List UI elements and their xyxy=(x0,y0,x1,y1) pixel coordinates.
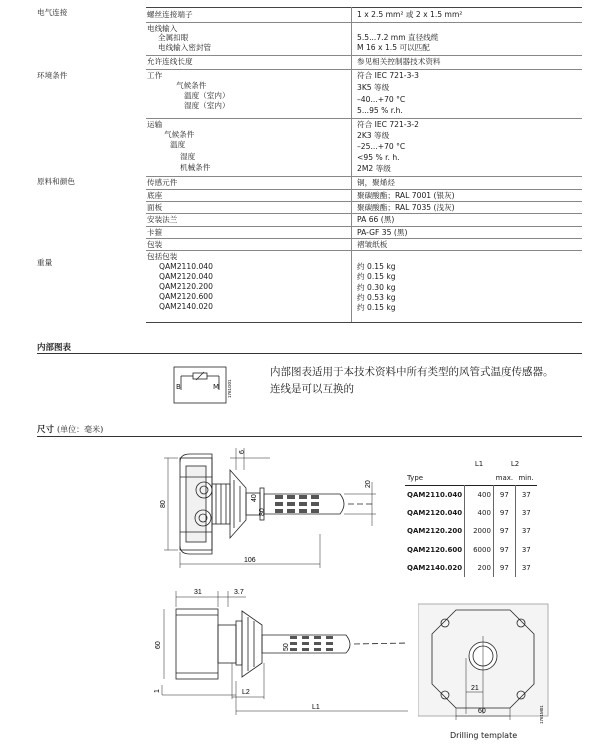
l1-cell: 400 xyxy=(465,486,494,505)
spec-label: 湿度 xyxy=(180,152,196,161)
spec-label: QAM2110.040 xyxy=(159,262,213,271)
spec-value: 约 0.30 kg xyxy=(357,283,396,292)
spec-value: 约 0.15 kg xyxy=(357,272,396,281)
spec-label: 面板 xyxy=(147,203,163,212)
table-row xyxy=(405,504,537,522)
spec-label: 包括包装 xyxy=(147,252,178,261)
spec-label: 气候条件 xyxy=(164,130,195,139)
table-row xyxy=(405,559,537,577)
spec-value: 1 x 2.5 mm² 或 2 x 1.5 mm² xyxy=(357,10,463,19)
spec-label: 传感元件 xyxy=(147,178,178,187)
spec-label: 温度 xyxy=(170,140,186,149)
spec-value: 参见相关控制器技术资料 xyxy=(357,57,441,66)
type-table xyxy=(405,457,537,577)
min-cell: 37 xyxy=(515,559,536,577)
dim-label: 31 xyxy=(194,589,202,596)
col-header-max: max. xyxy=(495,474,514,482)
category-materials: 原料和颜色 xyxy=(37,177,75,186)
terminal-b-label: B xyxy=(176,383,181,391)
terminal-m-label: M xyxy=(213,383,220,391)
dimensions-heading-unit: (单位：毫米) xyxy=(56,425,104,434)
spec-value: 聚碳酸酯；RAL 7001 (银灰) xyxy=(357,191,455,200)
table-row xyxy=(405,541,537,559)
wiring-diagram xyxy=(173,366,239,404)
max-cell: 97 xyxy=(493,541,515,559)
spec-label: QAM2140.020 xyxy=(159,302,213,311)
dimensions-heading xyxy=(37,423,103,435)
spec-label: 全属扣眼 xyxy=(158,33,189,42)
spec-rule xyxy=(146,322,582,323)
spec-value: 符合 IEC 721-3-3 xyxy=(357,71,419,80)
type-cell: QAM2120.600 xyxy=(407,545,463,554)
spec-rule xyxy=(146,250,582,251)
l1-cell: 2000 xyxy=(465,522,494,540)
dim-label: 60 xyxy=(478,708,486,715)
internal-description-line2: 连线是可以互换的 xyxy=(270,383,354,395)
spec-label: 湿度（室内） xyxy=(184,101,230,110)
category-weight: 重量 xyxy=(37,258,53,267)
dim-label: 106 xyxy=(244,557,256,564)
wiring-svg xyxy=(173,366,239,404)
spec-label: 气候条件 xyxy=(176,81,207,90)
l1-cell: 6000 xyxy=(465,541,494,559)
col-header-min: min. xyxy=(518,474,534,482)
spec-label: 温度（室内） xyxy=(184,91,230,100)
spec-value: 5.5...7.2 mm 直径线缆 xyxy=(357,33,439,42)
spec-label: 底座 xyxy=(147,191,163,200)
category-electrical: 电气连接 xyxy=(37,8,68,17)
min-cell: 37 xyxy=(515,504,536,522)
spec-label: 包装 xyxy=(147,240,163,249)
drilling-template-drawing xyxy=(418,596,568,746)
spec-value: 3K5 等级 xyxy=(357,83,390,92)
dim-label: 50 xyxy=(283,643,290,651)
internal-diagram-heading: 内部图表 xyxy=(37,343,72,353)
spec-label: 工作 xyxy=(147,71,163,80)
dim-label: 60 xyxy=(155,641,162,649)
spec-value: 约 0.15 kg xyxy=(357,262,396,271)
spec-label: 机械条件 xyxy=(180,163,211,172)
spec-rule xyxy=(146,226,582,227)
spec-value: 符合 IEC 721-3-2 xyxy=(357,120,419,129)
dim-label: 80 xyxy=(160,500,167,508)
max-cell: 97 xyxy=(493,486,515,505)
section-rule xyxy=(37,353,582,354)
spec-label: 允许连线长度 xyxy=(147,57,193,66)
spec-value: 约 0.53 kg xyxy=(357,293,396,302)
table-row xyxy=(405,522,537,540)
spec-rule xyxy=(146,176,582,177)
max-cell: 97 xyxy=(493,522,515,540)
min-cell: 37 xyxy=(515,541,536,559)
spec-value: PA 66 (黑) xyxy=(357,215,395,224)
spec-label: 运输 xyxy=(147,120,163,129)
col-header-type-label: Type xyxy=(407,474,424,482)
spec-rule xyxy=(146,7,582,8)
dim-label: 21 xyxy=(471,685,479,692)
spec-rule xyxy=(146,189,582,190)
spec-value: 约 0.15 kg xyxy=(357,303,396,312)
category-environment: 环境条件 xyxy=(37,71,68,80)
spec-label: QAM2120.600 xyxy=(159,292,213,301)
spec-label: 电线输入 xyxy=(147,24,178,33)
spec-rule xyxy=(146,22,582,23)
dim-label: L1 xyxy=(312,704,320,711)
spec-rule xyxy=(146,201,582,202)
spec-value: 2M2 等级 xyxy=(357,164,391,173)
col-header-type xyxy=(405,457,465,471)
spec-value: –40...+70 °C xyxy=(357,95,406,104)
wiring-code: 1761G01 xyxy=(227,379,232,398)
spec-column-divider xyxy=(351,7,352,322)
dim-label: 20 xyxy=(365,480,372,488)
table-row xyxy=(405,486,537,505)
spec-rule xyxy=(146,238,582,239)
dim-label: 3.7 xyxy=(234,589,244,596)
col-header-empty xyxy=(465,471,494,486)
spec-label: QAM2120.200 xyxy=(159,282,213,291)
spec-label: QAM2120.040 xyxy=(159,272,213,281)
spec-rule xyxy=(146,55,582,56)
sensor-top-view-drawing xyxy=(150,585,410,725)
type-cell: QAM2120.040 xyxy=(407,509,463,518)
spec-value: 褶皱纸板 xyxy=(357,240,388,249)
spec-value: M 16 x 1.5 可以匹配 xyxy=(357,43,430,52)
max-cell: 97 xyxy=(493,504,515,522)
spec-value: –25...+70 °C xyxy=(357,142,406,151)
dim-label: 6 xyxy=(239,450,246,454)
spec-label: 电线输入密封管 xyxy=(158,43,212,52)
spec-value: <95 % r. h. xyxy=(357,153,400,162)
spec-value: 2K3 等级 xyxy=(357,131,390,140)
spec-label: 螺丝连接端子 xyxy=(147,10,193,19)
type-cell: QAM2140.020 xyxy=(407,563,463,572)
spec-label: 安装法兰 xyxy=(147,215,178,224)
min-cell: 37 xyxy=(515,486,536,505)
min-cell: 37 xyxy=(515,522,536,540)
spec-value: 聚碳酸酯；RAL 7035 (浅灰) xyxy=(357,203,455,212)
type-cell: QAM2110.040 xyxy=(407,491,463,500)
spec-value: PA-GF 35 (黑) xyxy=(357,228,408,237)
spec-label: 卡箍 xyxy=(147,228,163,237)
type-cell: QAM2120.200 xyxy=(407,527,463,536)
dim-label: 40 xyxy=(251,494,258,502)
spec-value: 铜，聚烯烃 xyxy=(357,178,395,187)
spec-rule xyxy=(146,118,582,119)
l1-cell: 400 xyxy=(465,504,494,522)
sensor-side-view-drawing xyxy=(160,440,400,570)
spec-rule xyxy=(146,69,582,70)
dim-label: 1 xyxy=(154,689,161,693)
dim-label: L2 xyxy=(242,689,250,696)
section-rule xyxy=(37,436,582,437)
dimensions-heading-bold: 尺寸 xyxy=(37,425,55,435)
l1-cell: 200 xyxy=(465,559,494,577)
col-header-l1: L1 xyxy=(474,460,484,468)
drill-code: 1761M01 xyxy=(539,705,544,724)
spec-rule xyxy=(146,213,582,214)
spec-value: 5...95 % r.h. xyxy=(357,106,403,115)
drilling-template-caption: Drilling template xyxy=(450,731,518,740)
dim-label: 80 xyxy=(259,508,266,516)
max-cell: 97 xyxy=(493,559,515,577)
col-header-l2: L2 xyxy=(510,460,520,468)
internal-description-line1: 内部图表适用于本技术资料中所有类型的风管式温度传感器。 xyxy=(270,366,554,378)
